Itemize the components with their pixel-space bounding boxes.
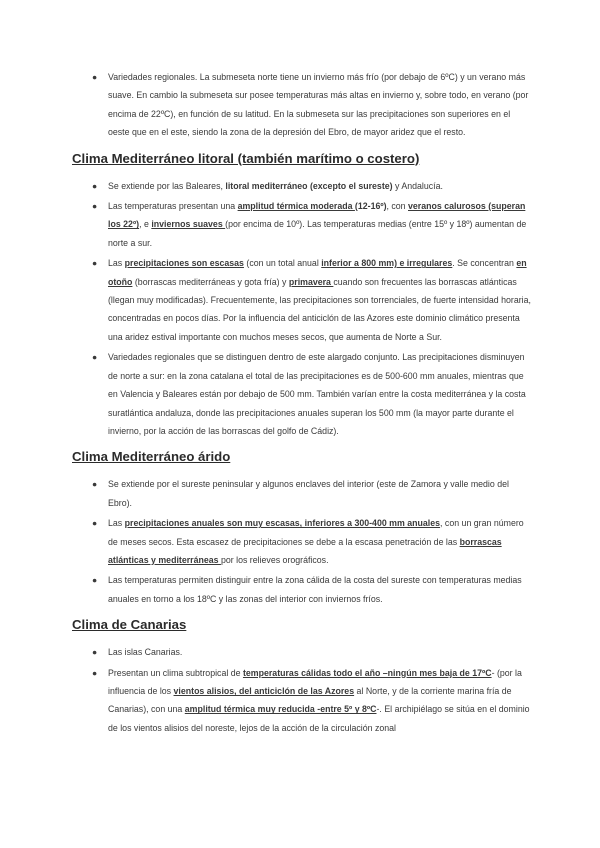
text-run: Las temperaturas permiten distinguir entre la zona cálida de la costa del sureste con temperaturas medias anuales en torno a los 18ºC y las zonas del interior con inviernos fríos. [108,575,522,604]
underlined-emphasis: precipitaciones anuales son muy escasas, inferiores a 300-400 mm anuales [124,518,441,529]
text-run: Presentan un clima subtropical de [108,667,243,678]
bullet-icon: ● [92,201,98,212]
bullet-list [72,475,532,608]
text-run: al Norte, y de la corriente marina fría de Canarias), con una [108,685,512,715]
text-run: Las [108,258,125,269]
text-run: Se extiende por el sureste peninsular y algunos enclaves del interior (este de Zamora y valle medio del Ebro). [108,479,509,508]
bullet-list [72,68,532,142]
text-run: Las islas Canarias. [108,647,183,658]
text-run: por los relieves orográficos. [220,554,329,565]
underlined-emphasis: borrascas atlánticas y mediterráneas [108,536,502,565]
list-item [72,664,532,738]
underlined-emphasis: amplitud térmica moderada [237,201,355,212]
underlined-emphasis: veranos calurosos (superan los 22º) [108,201,526,230]
bold-emphasis: litoral mediterráneo (excepto el sureste) [225,180,393,191]
list-item [72,197,532,252]
section-heading: Clima Mediterráneo árido [72,449,231,465]
bullet-icon: ● [92,575,98,586]
text-run: Las temperaturas presentan una [108,201,238,212]
bold-emphasis: (12-16º) [354,201,387,212]
list-item [72,643,532,661]
bullet-icon: ● [92,180,98,191]
underlined-emphasis: primavera [288,276,334,287]
text-run: Variedades regionales que se distinguen dentro de este alargado conjunto. Las precipitaciones disminuyen de norte a sur: en la zona catalana el total de las precipitaciones es de 500-600 mm anuales, mientras que en Valencia y Baleares están por debajo de 500 mm. También varían entre la costa mediterránea y la costa suratlántica andaluza, donde las precipitaciones anuales superan los 500 mm (la mayor parte durante el invierno, por la acción de las borrascas del golfo de Cádiz). [108,352,526,436]
text-run: , con un gran número de meses secos. Esta escasez de precipitaciones se debe a la escasa penetración de las [108,518,524,547]
underlined-emphasis: inviernos suaves [151,219,226,230]
underlined-emphasis: temperaturas cálidas todo el año –ningún mes baja de 17ºC [242,667,492,678]
bullet-icon: ● [92,647,98,658]
text-run: - (por la influencia de los [108,667,522,696]
section-heading: Clima Mediterráneo litoral (también marítimo o costero) [72,150,420,166]
list-item [72,177,532,195]
underlined-emphasis: en otoño [108,258,527,287]
text-run: Variedades regionales. La submeseta norte tiene un invierno más frío (por debajo de 6ºC) y un verano más suave. En cambio la submeseta sur posee temperaturas más altas en invierno y, sobre todo, en verano (por encima de 22ºC), en función de su latitud. En la submeseta sur las precipitaciones son superiores en el oeste que en el este, siendo la zona de la depresión del Ebro, de mayor aridez que el resto. [108,72,529,138]
underlined-emphasis: vientos alisios, del anticiclón de las Azores [173,685,355,696]
list-item [72,348,532,440]
text-run: , con [386,201,409,212]
list-item [72,254,532,346]
text-run: . Se concentran [452,258,517,269]
text-run: (borrascas mediterráneas y gota fría) y [132,276,289,287]
bullet-list [72,643,532,737]
list-item [72,571,532,608]
bullet-icon: ● [92,352,98,363]
bullet-icon: ● [92,72,98,82]
document-body [72,68,532,739]
bullet-icon: ● [92,258,98,269]
bullet-list [72,177,532,441]
text-run: -. El archipiélago se sitúa en el dominio de los vientos alisios del noreste, lejos de la acción de la circulación zonal [108,704,530,733]
text-run: y Andalucía. [392,180,443,191]
list-item [72,68,532,142]
bullet-icon: ● [92,667,98,678]
list-item [72,475,532,512]
section-heading: Clima de Canarias [72,617,187,633]
text-run: (con un total anual [243,258,322,269]
list-item [72,514,532,569]
bullet-icon: ● [92,518,98,529]
underlined-emphasis: inferior a 800 mm) e irregulares [321,258,453,269]
text-run: Se extiende por las Baleares, [108,180,226,191]
bullet-icon: ● [92,479,98,490]
text-run: cuando son frecuentes las borrascas atlánticas (llegan muy modificadas). Frecuentemente, las precipitaciones son torrenciales, de fuerte intensidad horaria, concentradas en pocos días. Por la influencia del anticiclón de las Azores este dominio climático presenta una aridez estival importante con muchos meses secos, que aumenta de Norte a Sur. [108,276,531,342]
text-run: (por encima de 10º). Las temperaturas medias (entre 15º y 18º) aumentan de norte a sur. [108,219,527,248]
underlined-emphasis: amplitud térmica muy reducida -entre 5º y 8ºC [184,704,377,715]
text-run: Las [108,518,125,529]
text-run: , e [139,219,152,230]
underlined-emphasis: precipitaciones son escasas [124,258,244,269]
